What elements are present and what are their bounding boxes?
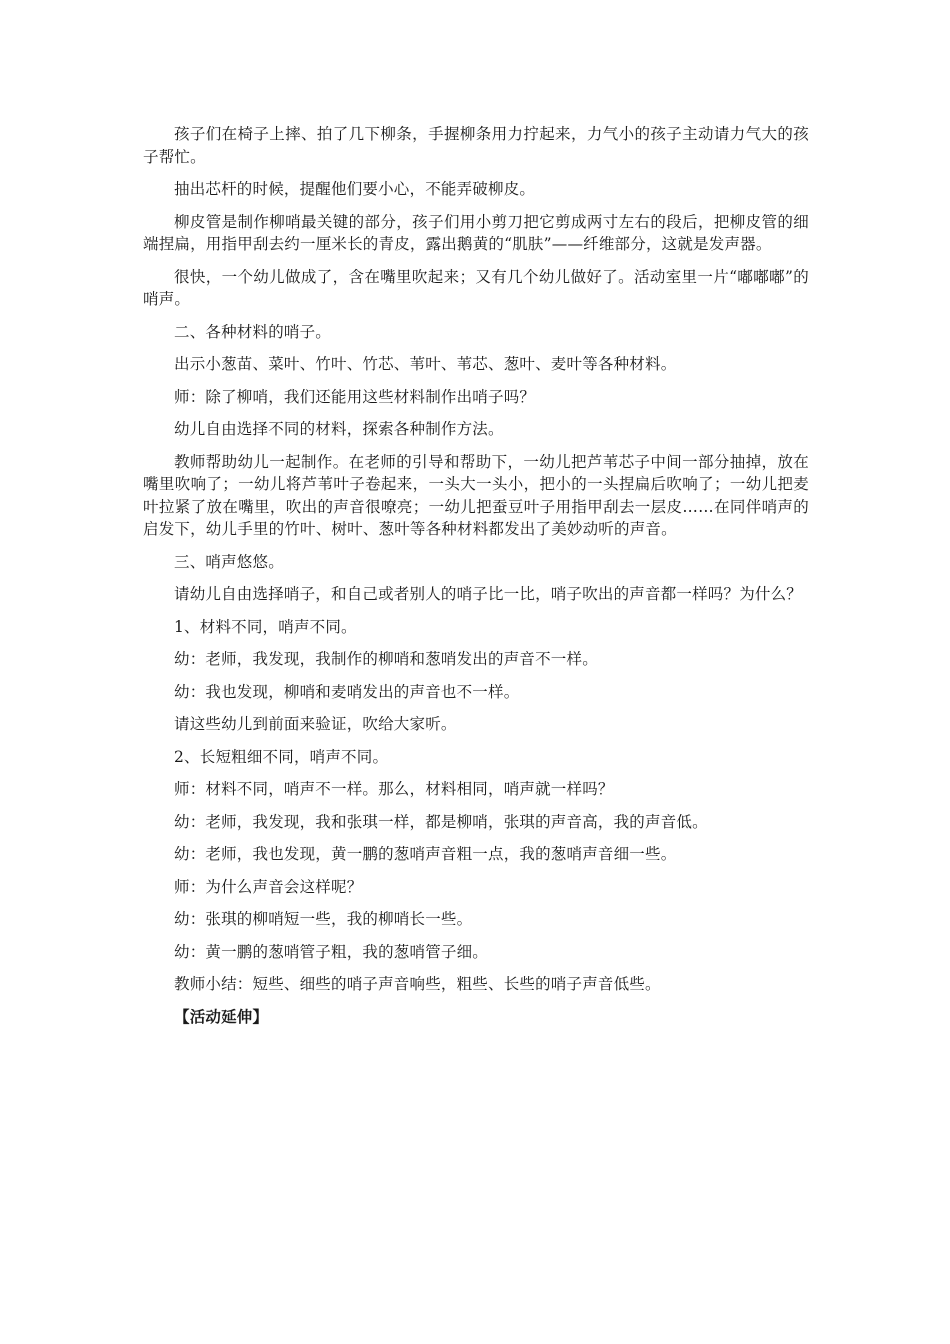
paragraph: 孩子们在椅子上摔、拍了几下柳条，手握柳条用力拧起来，力气小的孩子主动请力气大的孩子帮忙。 [143,125,809,166]
dialogue-line: 幼：老师，我发现，我和张琪一样，都是柳哨，张琪的声音高，我的声音低。 [174,812,708,831]
paragraph: 请这些幼儿到前面来验证，吹给大家听。 [174,715,457,733]
activity-extension-heading: 【活动延伸】 [174,1006,269,1026]
document-body [143,123,809,1038]
summary-paragraph: 教师小结：短些、细些的哨子声音响些，粗些、长些的哨子声音低些。 [174,975,661,993]
paragraph: 抽出芯杆的时候，提醒他们要小心，不能弄破柳皮。 [174,180,536,198]
paragraph: 教师帮助幼儿一起制作。在老师的引导和帮助下，一幼儿把芦苇芯子中间一部分抽掉，放在嘴里吹响了；一幼儿将芦苇叶子卷起来，一头大一头小，把小的一头捏扁后吹响了；一幼儿把麦叶拉紧了放在嘴里，吹出的声音很嘹亮；一幼儿把蚕豆叶子用指甲刮去一层皮……在同伴哨声的启发下，幼儿手里的竹叶、树叶、葱叶等各种材料都发出了美妙动听的声音。 [143,452,809,538]
dialogue-line: 幼：黄一鹏的葱哨管子粗，我的葱哨管子细。 [174,942,489,961]
paragraph: 柳皮管是制作柳哨最关键的部分，孩子们用小剪刀把它剪成两寸左右的段后，把柳皮管的细端捏扁，用指甲刮去约一厘米长的青皮，露出鹅黄的“肌肤”——纤维部分，这就是发声器。 [143,212,809,253]
paragraph: 出示小葱苗、菜叶、竹叶、竹芯、苇叶、苇芯、葱叶、麦叶等各种材料。 [174,355,677,373]
paragraph: 请幼儿自由选择哨子，和自己或者别人的哨子比一比，哨子吹出的声音都一样吗？为什么？ [174,585,803,603]
subsection-heading: 1、材料不同，哨声不同。 [174,617,357,636]
paragraph: 很快，一个幼儿做成了，含在嘴里吹起来；又有几个幼儿做好了。活动室里一片“嘟嘟嘟”的哨声。 [143,267,809,308]
dialogue-line: 师：为什么声音会这样呢？ [174,877,363,896]
dialogue-line: 幼：老师，我发现，我制作的柳哨和葱哨发出的声音不一样。 [174,650,598,668]
paragraph: 幼儿自由选择不同的材料，探索各种制作方法。 [174,420,504,438]
paragraph: 师：除了柳哨，我们还能用这些材料制作出哨子吗？ [174,387,536,406]
dialogue-line: 师：材料不同，哨声不一样。那么，材料相同，哨声就一样吗？ [174,780,614,798]
section-heading: 二、各种材料的哨子。 [174,322,332,341]
dialogue-line: 幼：张琪的柳哨短一些，我的柳哨长一些。 [174,910,473,928]
dialogue-line: 幼：我也发现，柳哨和麦哨发出的声音也不一样。 [174,682,520,701]
dialogue-line: 幼：老师，我也发现，黄一鹏的葱哨声音粗一点，我的葱哨声音细一些。 [174,845,677,863]
section-heading: 三、哨声悠悠。 [174,552,284,571]
subsection-heading: 2、长短粗细不同，哨声不同。 [174,747,389,766]
